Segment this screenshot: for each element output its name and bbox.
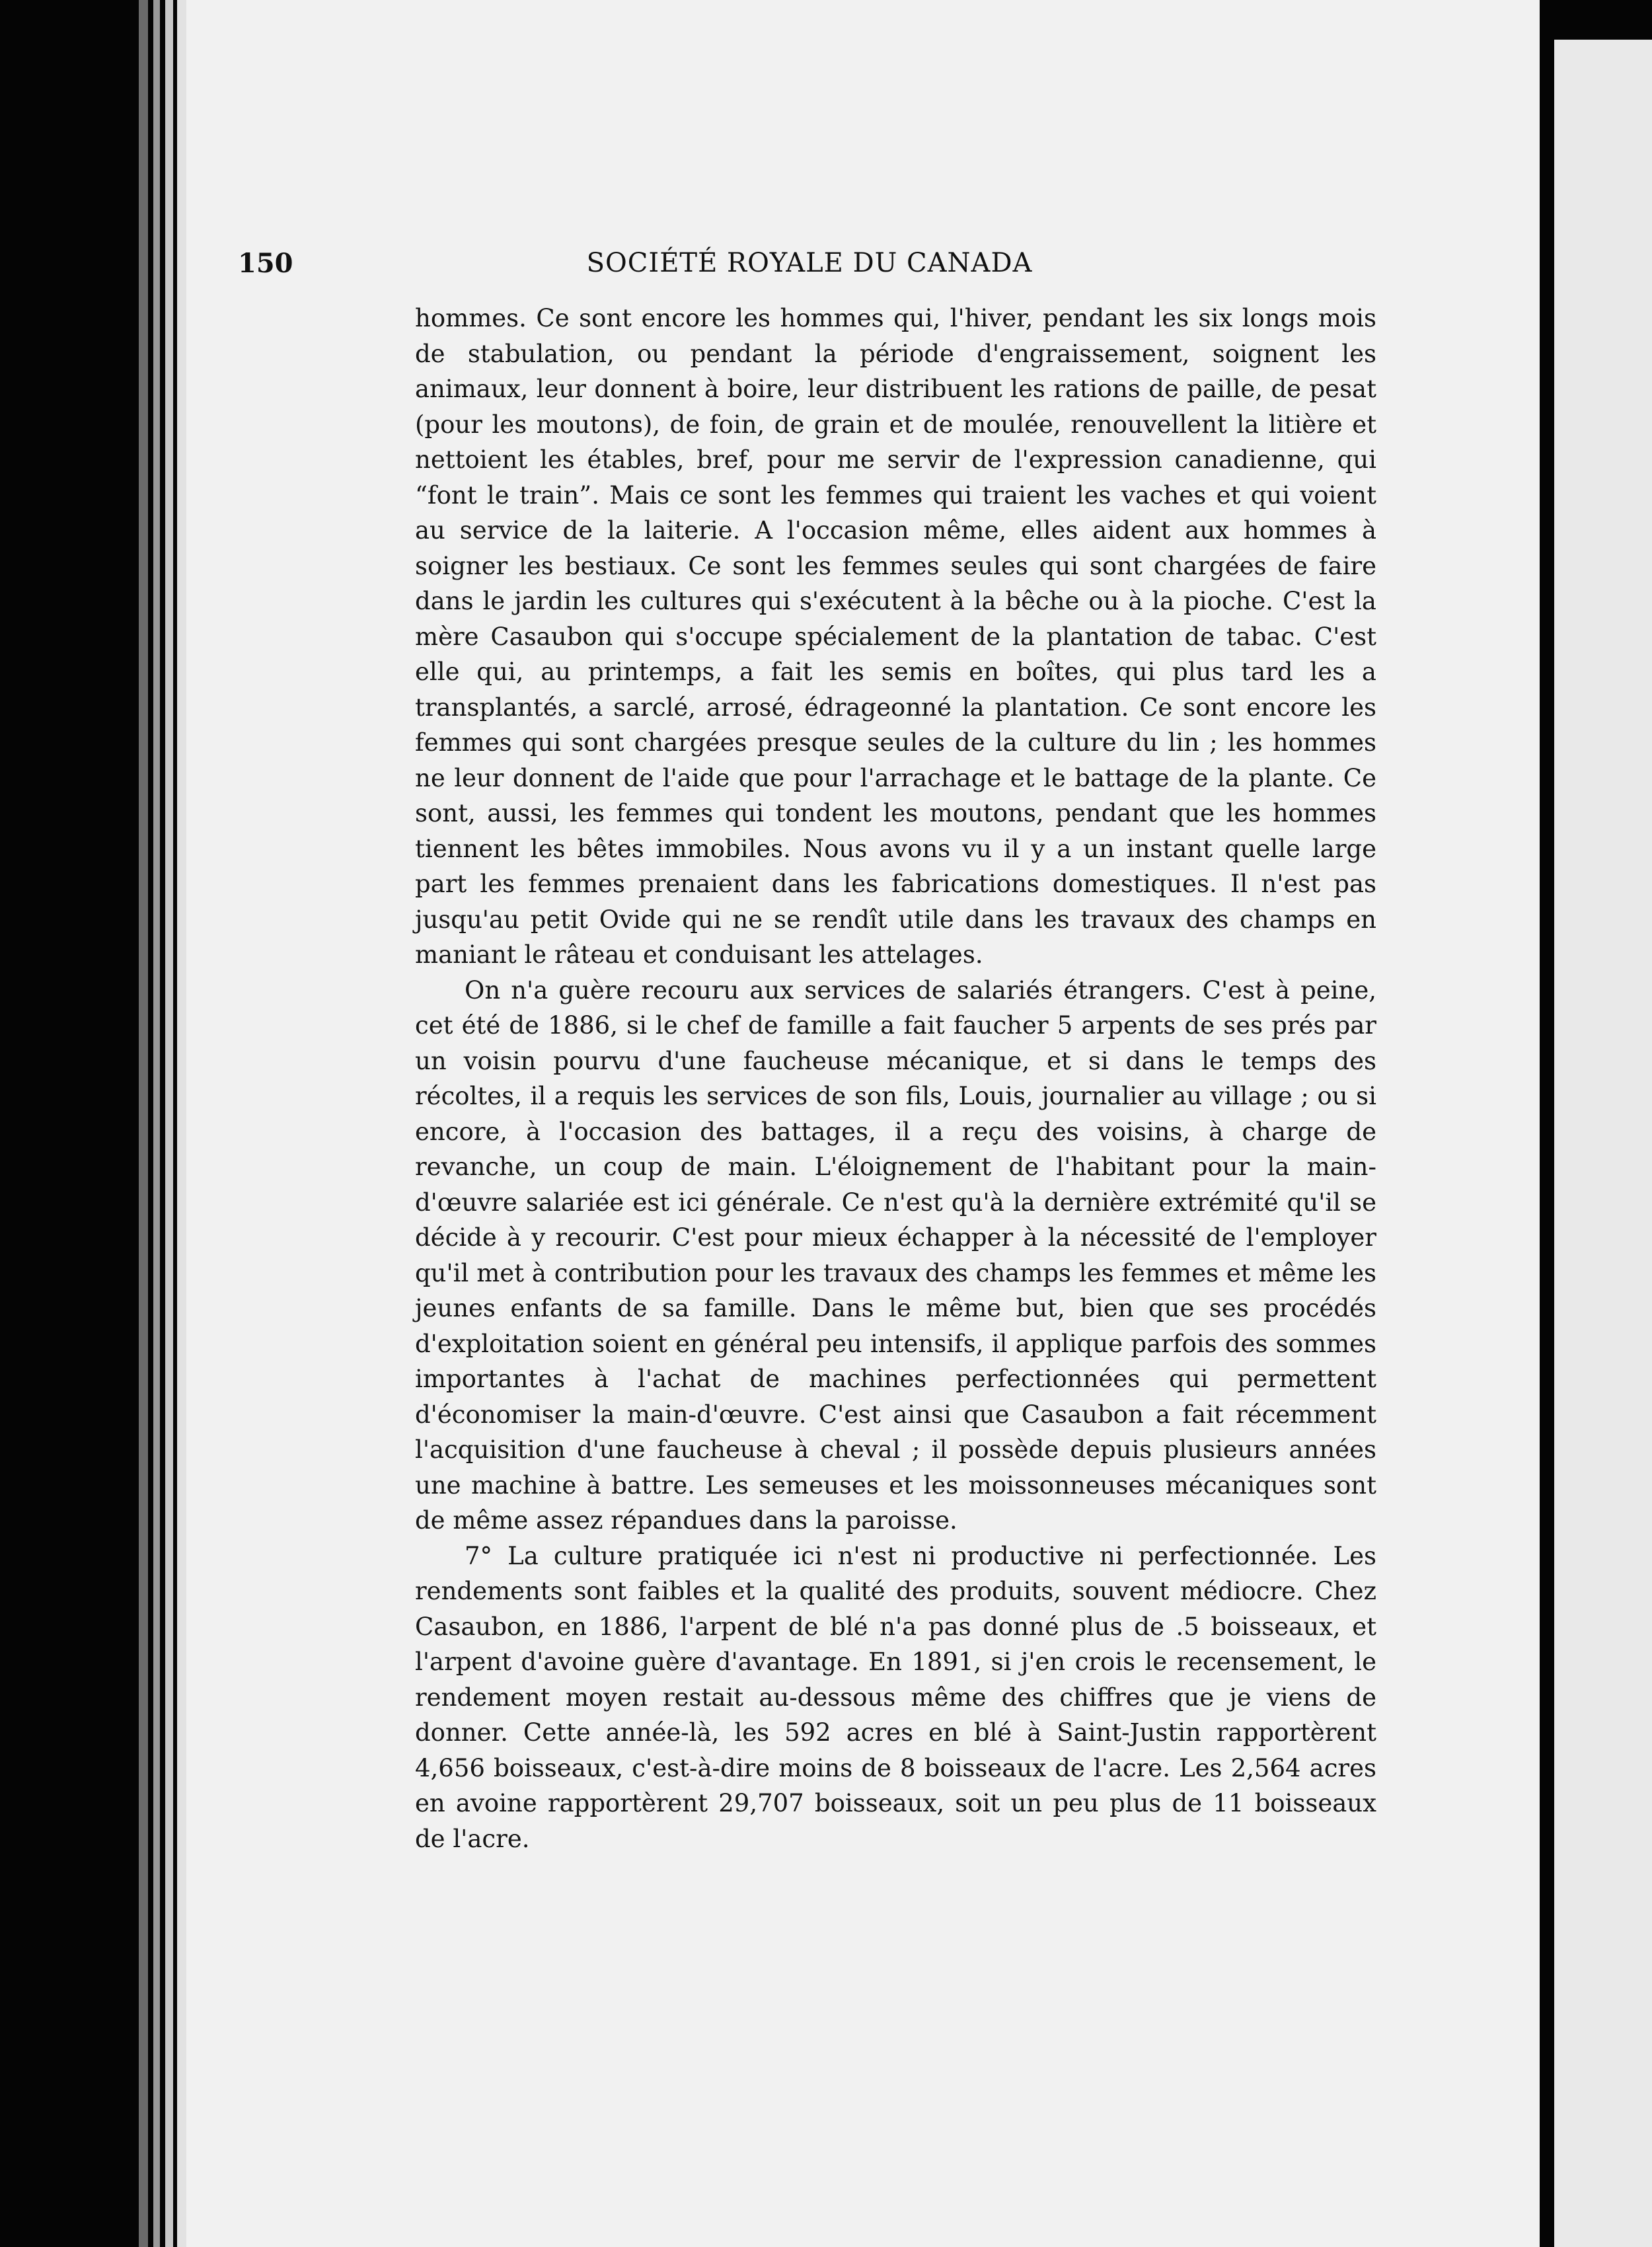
page-header — [238, 248, 1381, 294]
next-page-edge — [1554, 40, 1652, 2247]
running-head: SOCIÉTÉ ROYALE DU CANADA — [586, 248, 1033, 278]
paragraph: On n'a guère recouru aux services de salariés étrangers. C'est à peine, cet été de 1886, si le chef de famille a fait faucher 5 arpents de ses prés par un voisin pourvu d'une faucheuse mécanique, et si dans le temps des récoltes, il a requis les services de son fils, Louis, journalier au village ; ou si encore, à l'occasion des battages, il a reçu des voisins, à charge de revanche, un coup de main. L'éloignement de l'habitant pour la main-d'œuvre salariée est ici générale. Ce n'est qu'à la dernière extrémité qu'il se décide à y recourir. C'est pour mieux échapper à la nécessité de l'employer qu'il met à contribution pour les travaux des champs les femmes et même les jeunes enfants de sa famille. Dans le même but, bien que ses procédés d'exploitation soient en général peu intensifs, il applique parfois des sommes importantes à l'achat de machines perfectionnées qui permettent d'économiser la main-d'œuvre. C'est ainsi que Casaubon a fait récemment l'acquisition d'une faucheuse à cheval ; il possède depuis plusieurs années une machine à battre. Les semeuses et les moissonneuses mécaniques sont de même assez répandues dans la paroisse. — [415, 975, 1376, 1535]
page-edge-band — [177, 0, 186, 2247]
paragraph: 7° La culture pratiquée ici n'est ni productive ni perfectionnée. Les rendements sont faibles et la qualité des produits, souvent médiocre. Chez Casaubon, en 1886, l'arpent de blé n'a pas donné plus de .5 boisseaux, et l'arpent d'avoine guère d'avantage. En 1891, si j'en crois le recensement, le rendement moyen restait au-dessous même des chiffres que je viens de donner. Cette année-là, les 592 acres en blé à Saint-Justin rapportèrent 4,656 boisseaux, c'est-à-dire moins de 8 boisseaux de l'acre. Les 2,564 acres en avoine rapportèrent 29,707 boisseaux, soit un peu plus de 11 boisseaux de l'acre. — [415, 1541, 1376, 1853]
paragraph: hommes. Ce sont encore les hommes qui, l'hiver, pendant les six longs mois de stabulation, ou pendant la période d'engraissement, soignent les animaux, leur donnent à boire, leur distribuent les rations de paille, de pesat (pour les moutons), de foin, de grain et de moulée, renouvellent la litière et nettoient les étables, bref, pour me servir de l'expression canadienne, qui “font le train”. Mais ce sont les femmes qui traient les vaches et qui voient au service de la laiterie. A l'occasion même, elles aident aux hommes à soigner les bestiaux. Ce sont les femmes seules qui sont chargées de faire dans le jardin les cultures qui s'exécutent à la bêche ou à la pioche. C'est la mère Casaubon qui s'occupe spécialement de la plantation de tabac. C'est elle qui, au printemps, a fait les semis en boîtes, qui plus tard les a transplantés, a sarclé, arrosé, édrageonné la plantation. Ce sont encore les femmes qui sont chargées presque seules de la culture du lin ; les hommes ne leur donnent de l'aide que pour l'arrachage et le battage de la plante. Ce sont, aussi, les femmes qui tondent les moutons, pendant que les hommes tiennent les bêtes immobiles. Nous avons vu il y a un instant quelle large part les femmes prenaient dans les fabrications domestiques. Il n'est pas jusqu'au petit Ovide qui ne se rendît utile dans les travaux des champs en maniant le râteau et conduisant les attelages. — [415, 304, 1376, 969]
body-text — [415, 301, 1376, 1856]
page-number: 150 — [238, 248, 293, 279]
page-edge-band — [153, 0, 160, 2247]
page-edge-band — [165, 0, 173, 2247]
page-edge-band — [139, 0, 148, 2247]
